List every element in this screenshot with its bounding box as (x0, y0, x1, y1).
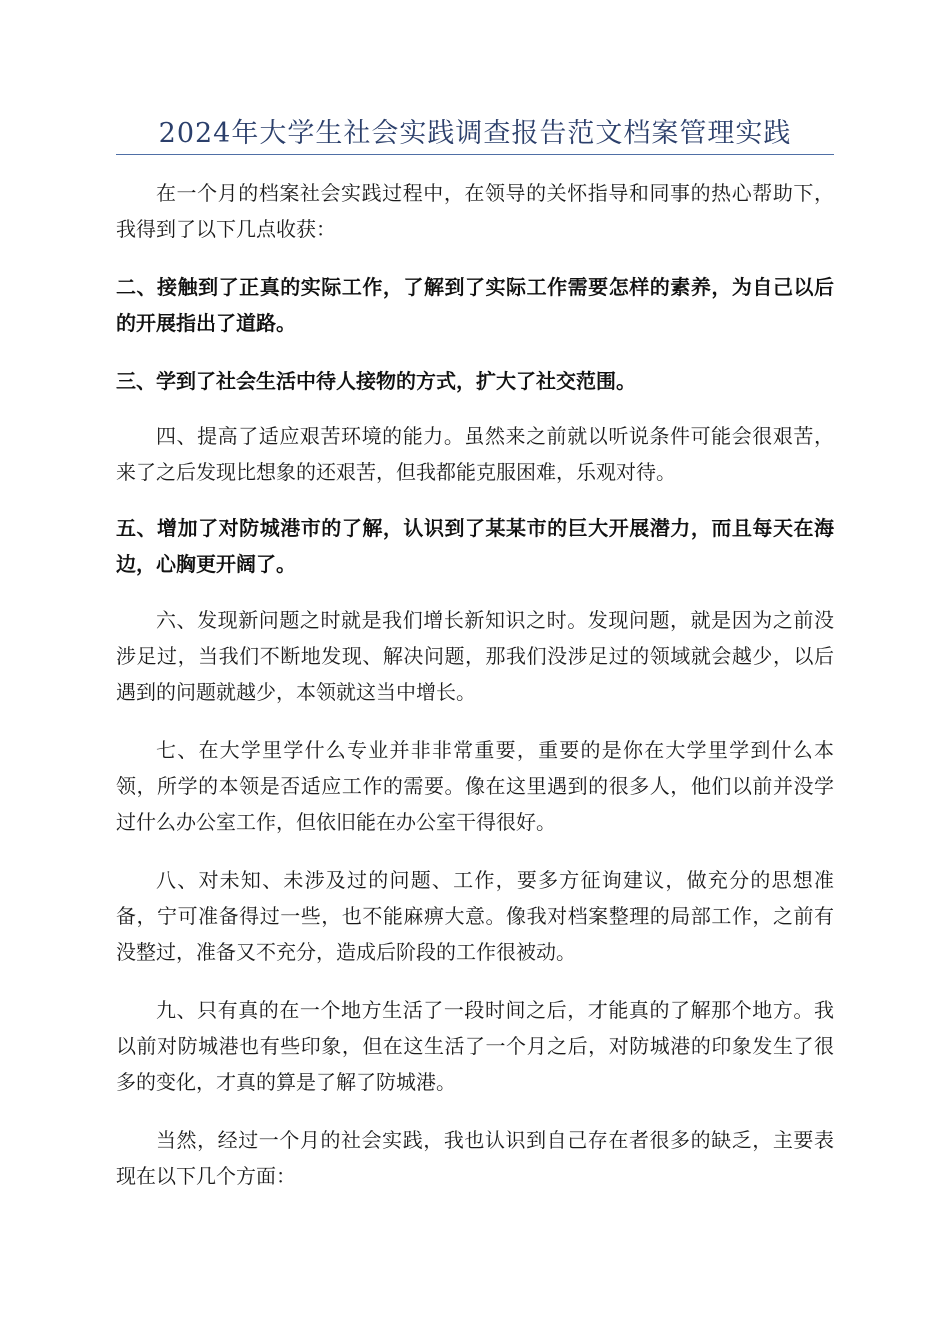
paragraph-item-7: 七、在大学里学什么专业并非非常重要，重要的是你在大学里学到什么本领，所学的本领是否适应工作的需要。像在这里遇到的很多人，他们以前并没学过什么办公室工作，但依旧能在办公室干得很好。 (116, 738, 834, 834)
paragraph-item-5: 五、增加了对防城港市的了解，认识到了某某市的巨大开展潜力，而且每天在海边，心胸更开阔了。 (116, 516, 834, 576)
paragraph-item-2: 二、接触到了正真的实际工作，了解到了实际工作需要怎样的素养，为自己以后的开展指出了道路。 (116, 275, 834, 335)
paragraph-item-8: 八、对未知、未涉及过的问题、工作，要多方征询建议，做充分的思想准备，宁可准备得过一些，也不能麻痹大意。像我对档案整理的局部工作，之前有没整过，准备又不充分，造成后阶段的工作很被动。 (116, 868, 834, 964)
paragraph-item-6: 六、发现新问题之时就是我们增长新知识之时。发现问题，就是因为之前没涉足过，当我们不断地发现、解决问题，那我们没涉足过的领域就会越少，以后遇到的问题就越少，本领就这当中增长。 (116, 608, 834, 704)
paragraph-item-3: 三、学到了社会生活中待人接物的方式，扩大了社交范围。 (116, 369, 636, 393)
paragraph-item-9: 九、只有真的在一个地方生活了一段时间之后，才能真的了解那个地方。我以前对防城港也有些印象，但在这生活了一个月之后，对防城港的印象发生了很多的变化，才真的算是了解了防城港。 (116, 998, 834, 1094)
paragraph-closing: 当然，经过一个月的社会实践，我也认识到自己存在者很多的缺乏，主要表现在以下几个方面： (116, 1128, 834, 1188)
paragraph-intro: 在一个月的档案社会实践过程中，在领导的关怀指导和同事的热心帮助下，我得到了以下几点收获： (116, 181, 834, 241)
paragraph-item-4: 四、提高了适应艰苦环境的能力。虽然来之前就以听说条件可能会很艰苦，来了之后发现比想象的还艰苦，但我都能克服困难，乐观对待。 (116, 424, 834, 484)
document-title: 2024年大学生社会实践调查报告范文档案管理实践 (158, 118, 792, 149)
title-underline (116, 154, 834, 155)
